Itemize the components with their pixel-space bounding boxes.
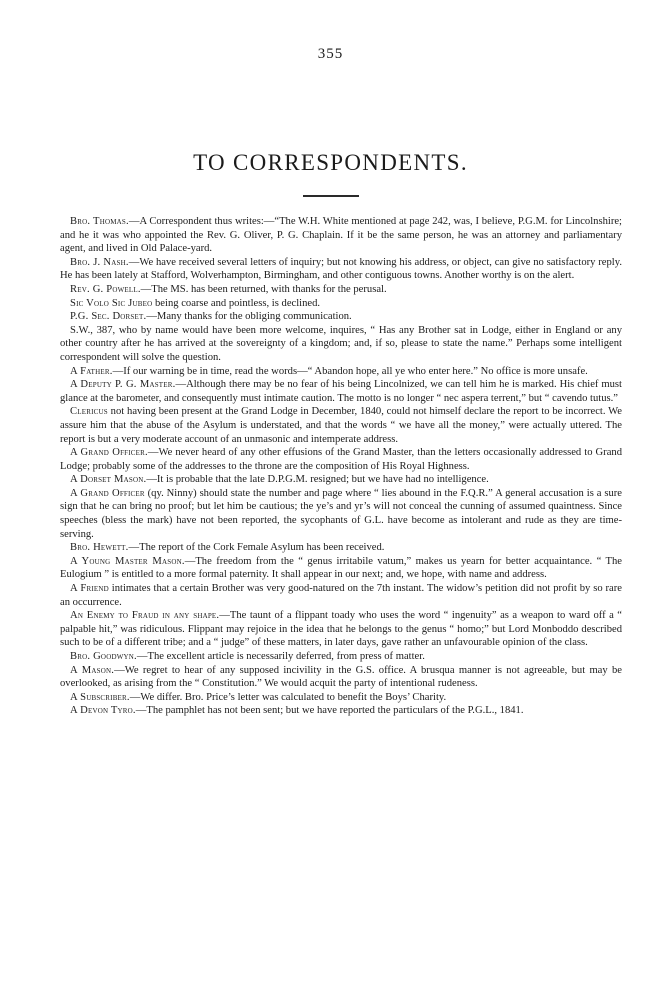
correspondent-name: A Deputy P. G. Master. (70, 379, 176, 391)
correspondent-name: A Devon Tyro. (70, 705, 136, 717)
page-title: TO CORRESPONDENTS. (193, 150, 468, 175)
correspondent-paragraph (60, 664, 622, 691)
correspondent-name: A Subscriber. (70, 691, 130, 703)
correspondent-paragraph (60, 609, 622, 650)
correspondent-name: An Enemy to Fraud in any shape. (70, 610, 220, 622)
correspondent-paragraph (60, 405, 622, 446)
paragraph-text: —Although there may be no fear of his being Lincolnized, we can tell him he is marked. His chief must glance at the barometer, and consequently must intimate caution. The motto is no longer “ nec aspera terrent,” but “ cavendo tutus.” (60, 379, 623, 404)
correspondent-paragraph (60, 446, 622, 473)
paragraph-text: —We differ. Bro. Price’s letter was calculated to benefit the Boys’ Charity. (129, 691, 447, 703)
correspondent-paragraph (60, 555, 622, 582)
correspondent-name: Rev. G. Powell. (70, 283, 141, 295)
paragraph-text: —The excellent article is necessarily deferred, from press of matter. (136, 651, 425, 662)
paragraph-text: —The taunt of a flippant toady who uses the word “ ingenuity” as a weapon to ward off a “ palpable hit,” was ridiculous. Flippant may rejoice in the idea that he belongs to the genus “ homo;” but Lord Monboddo described such to be of a different tribe; and a “ judge” of these matters, in later days, gave rather an unfavourable opinion of the class. (60, 610, 623, 649)
paragraph-text: S.W., 387, who by name would have been more welcome, inquires, “ Has any Brother sat in Lodge, either in England or any other country after he has arrived at the sovereignty of a kingdom; and, if so, please to state the name.” Perhaps some intelligent correspondent will solve the question. (60, 324, 622, 363)
correspondent-paragraph (60, 378, 622, 405)
correspondent-paragraph (60, 650, 622, 664)
correspondent-name: A Mason. (70, 664, 115, 676)
correspondent-paragraph (60, 487, 622, 541)
correspondent-paragraph (60, 324, 622, 365)
correspondent-paragraph (60, 541, 622, 555)
correspondent-name: Clericus (70, 406, 108, 418)
paragraph-text: —The pamphlet has not been sent; but we have reported the particulars of the P.G.L., 1841. (135, 705, 524, 717)
paragraph-text: —If our warning be in time, read the words—“ Abandon hope, all ye who enter here.” No office is more unsafe. (112, 365, 588, 377)
correspondent-paragraph (60, 215, 622, 256)
correspondent-name: A Grand Officer (70, 487, 145, 499)
paragraph-text: —A Correspondent thus writes:—“The W.H. White mentioned at page 242, was, I believe, P.G.M. for Lincolnshire; and he it was who appointed the Rev. G. Oliver, P. G. Chaplain. If it be the same person, he was an attorney and parliamentary agent, and lived in Old Palace-yard. (60, 216, 622, 255)
correspondent-name: A Friend (70, 583, 109, 595)
correspondent-paragraph (60, 310, 622, 324)
correspondent-paragraph (60, 704, 622, 718)
paragraph-text: (qy. Ninny) should state the number and page where “ lies abound in the F.Q.R.” A general accusation is a sure sign that he can bring no proof; but let him be cautious; the ye’s and yr’s will not conceal the cunning of assumed quaintness. Since speeches (bless the mark) have not been reported, the sycophants of G.L. have become as intolerant and rude as they are time-serving. (60, 487, 622, 540)
correspondent-name: A Dorset Mason. (70, 474, 147, 486)
paragraph-text: —We never heard of any other effusions of the Grand Master, than the letters occasionally addressed to Grand Lodge; probably some of the addresses to the throne are the composition of His Royal Highness. (60, 447, 623, 472)
correspondent-paragraph (60, 691, 622, 705)
title-rule (303, 195, 359, 197)
correspondent-name: Bro. Goodwyn. (70, 651, 137, 662)
correspondent-name: A Father. (70, 365, 113, 377)
correspondent-paragraph (60, 365, 622, 379)
paragraph-text: —The freedom from the “ genus irritabile vatum,” makes us yearn for better acquaintance. “ The Eulogium ” is entitled to a more formal paternity. It shall appear in our next; and, we hope, with name and address. (60, 555, 622, 581)
correspondent-paragraph (60, 256, 622, 283)
correspondent-name: Bro. Hewett. (70, 542, 129, 554)
correspondent-name: Sic Volo Sic Jubeo (70, 297, 153, 309)
paragraph-text: —It is probable that the late D.P.G.M. resigned; but we have had no intelligence. (146, 474, 489, 486)
correspondent-name: A Young Master Mason. (70, 555, 185, 567)
paragraph-text: —The report of the Cork Female Asylum has been received. (128, 542, 385, 554)
paragraph-text: —We have received several letters of inquiry; but not knowing his address, or object, can give no satisfactory reply. He has been lately at Stafford, Wolverhampton, Birmingham, and other contiguous towns. Another worthy is on the alert. (60, 256, 622, 282)
paragraph-text: —The MS. has been returned, with thanks for the perusal. (140, 283, 387, 295)
correspondent-name: Bro. Thomas. (70, 216, 129, 227)
paragraph-text: —We regret to hear of any supposed incivility in the G.S. office. A brusqua manner is not agreeable, but may be overlooked, as arising from the “ Constitution.” We would acquit the party of intentional rudeness. (60, 664, 622, 690)
correspondent-paragraph (60, 283, 622, 297)
page-number: 355 (317, 46, 344, 62)
paragraph-text: intimates that a certain Brother was very good-natured on the 7th instant. The widow’s petition did not profit by so rare an occurrence. (60, 583, 622, 608)
paragraph-text: —Many thanks for the obliging communication. (146, 311, 352, 323)
correspondent-name: Bro. J. Nash. (70, 256, 129, 268)
correspondent-paragraph (60, 582, 622, 609)
correspondent-name: P.G. Sec. Dorset. (70, 311, 147, 323)
paragraph-text: being coarse and pointless, is declined. (152, 297, 321, 309)
paragraph-text: not having been present at the Grand Lodge in December, 1840, could not himself declare the report to be incorrect. We assure him that the abuse of the Asylum is understated, and that the words “ we have all the money,” were actually uttered. The report is but a very moderate account of an unmasonic and intemperate address. (60, 406, 622, 445)
correspondence-body (60, 215, 622, 718)
correspondent-paragraph (60, 473, 622, 487)
correspondent-paragraph (60, 297, 622, 311)
correspondent-name: A Grand Officer. (70, 447, 148, 459)
